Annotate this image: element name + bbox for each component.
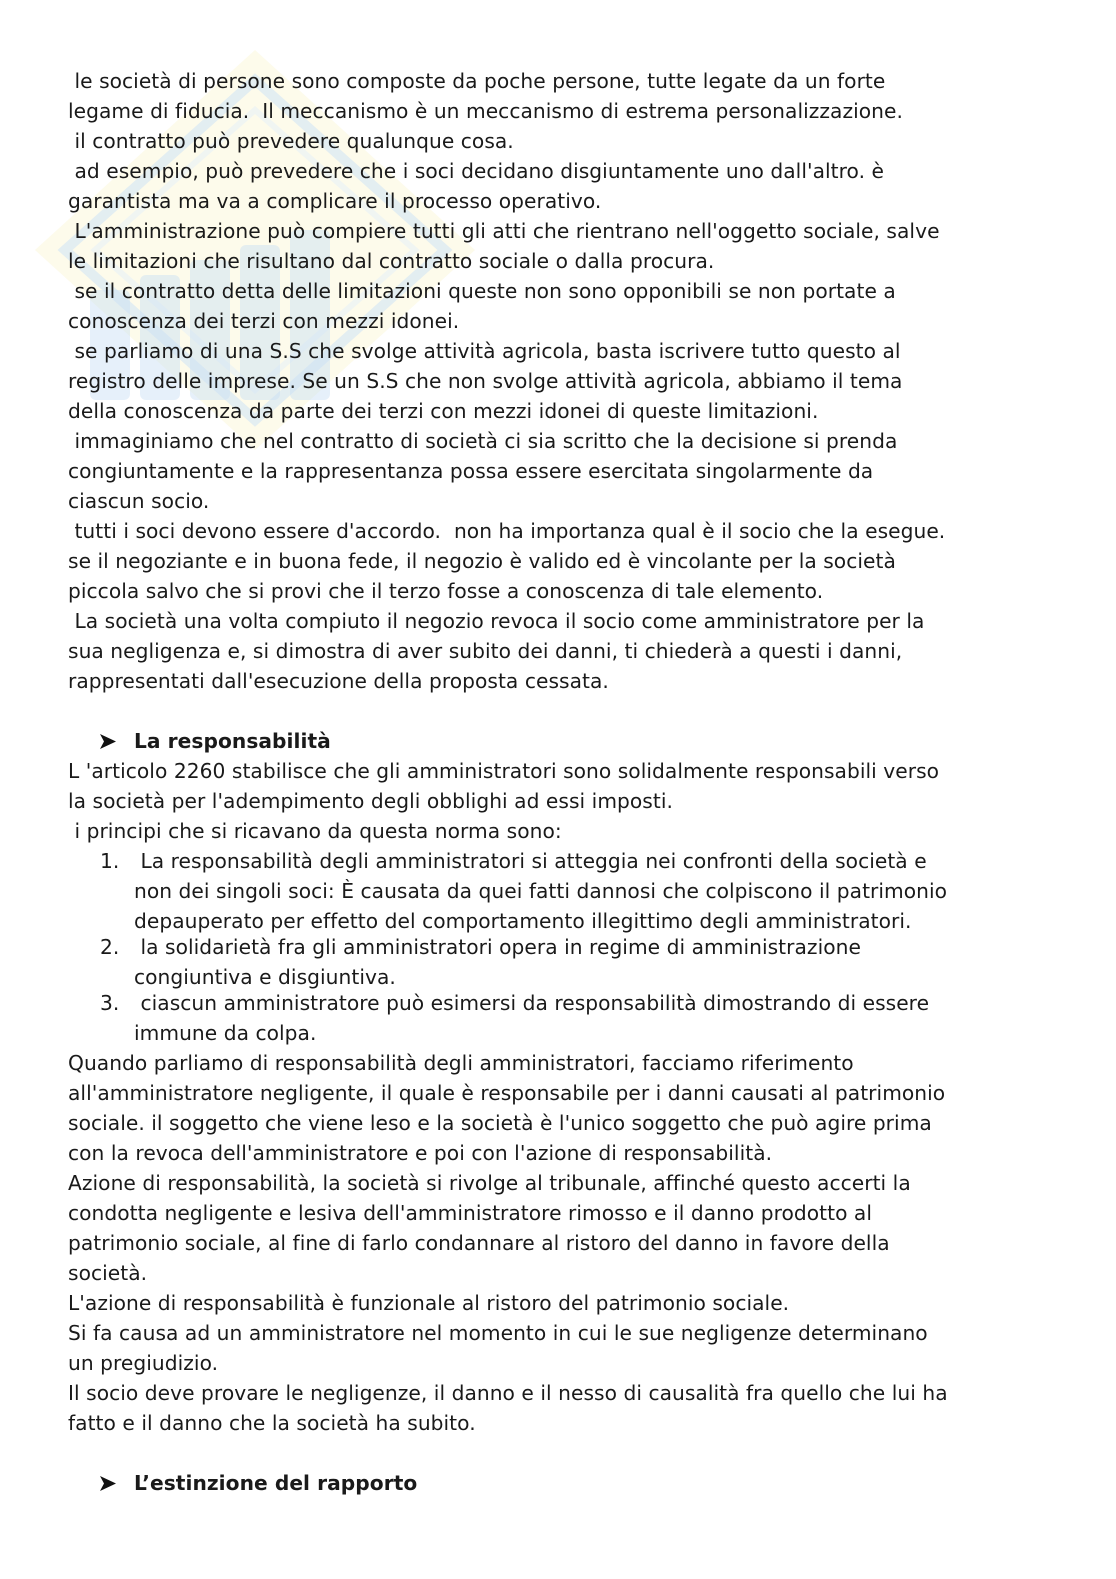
paragraph: Il socio deve provare le negligenze, il danno e il nesso di causalità fra quello che lui ha fatto e il danno che la società ha subito. (68, 1381, 948, 1435)
list-item-text: ciascun amministratore può esimersi da responsabilità dimostrando di essere immune da colpa. (134, 991, 930, 1045)
paragraph: immaginiamo che nel contratto di società ci sia scritto che la decisione si prenda congiuntamente e la rappresentanza possa essere esercitata singolarmente da ciascun socio. (68, 429, 898, 513)
paragraph: Quando parliamo di responsabilità degli amministratori, facciamo riferimento all'amministratore negligente, il quale è responsabile per i danni causati al patrimonio sociale. il soggetto che viene leso e la società è l'unico soggetto che può agire prima con la revoca dell'amministratore e poi con l'azione di responsabilità. (68, 1051, 946, 1165)
section-heading-responsabilita (68, 726, 1048, 756)
section-heading-label: L’estinzione del rapporto (134, 1471, 418, 1495)
list-item-number: 2. (100, 935, 120, 959)
arrow-bullet-icon (100, 734, 116, 749)
paragraph: Azione di responsabilità, la società si rivolge al tribunale, affinché questo accerti la condotta negligente e lesiva dell'amministratore rimosso e il danno prodotto al patrimonio sociale, al fine di farlo condannare al ristoro del danno in favore della società. (68, 1171, 911, 1285)
list-item-number: 3. (100, 991, 120, 1015)
list-item (68, 932, 1048, 992)
paragraph: Si fa causa ad un amministratore nel momento in cui le sue negligenze determinano un pregiudizio. (68, 1321, 928, 1375)
list-item (68, 846, 1048, 936)
section-heading-estinzione (68, 1468, 1048, 1498)
paragraph: L'amministrazione può compiere tutti gli atti che rientrano nell'oggetto sociale, salve le limitazioni che risultano dal contratto sociale o dalla procura. (68, 219, 940, 273)
paragraph: L'azione di responsabilità è funzionale al ristoro del patrimonio sociale. (68, 1291, 790, 1315)
paragraph: ad esempio, può prevedere che i soci decidano disgiuntamente uno dall'altro. è garantista ma va a complicare il processo operativo. (68, 159, 884, 213)
paragraph: L 'articolo 2260 stabilisce che gli amministratori sono solidalmente responsabili verso la società per l'adempimento degli obblighi ad essi imposti. (68, 759, 940, 813)
paragraph: i principi che si ricavano da questa norma sono: (68, 819, 562, 843)
section-heading-label: La responsabilità (134, 729, 331, 753)
paragraph: se il contratto detta delle limitazioni queste non sono opponibili se non portate a conoscenza dei terzi con mezzi idonei. (68, 279, 896, 333)
paragraph: se parliamo di una S.S che svolge attività agricola, basta iscrivere tutto questo al registro delle imprese. Se un S.S che non svolge attività agricola, abbiamo il tema della conoscenza da parte dei terzi con mezzi idonei di queste limitazioni. (68, 339, 903, 423)
spacer (68, 1438, 1048, 1468)
spacer (68, 696, 1048, 726)
list-item-text: la solidarietà fra gli amministratori opera in regime di amministrazione congiuntiva e disgiuntiva. (134, 935, 861, 989)
paragraph: tutti i soci devono essere d'accordo. non ha importanza qual è il socio che la esegue. se il negoziante e in buona fede, il negozio è valido ed è vincolante per la società piccola salvo che si provi che il terzo fosse a conoscenza di tale elemento. (68, 519, 946, 603)
paragraph: il contratto può prevedere qualunque cosa. (68, 129, 514, 153)
arrow-bullet-icon (100, 1476, 116, 1491)
numbered-list (68, 846, 1048, 1048)
paragraph: le società di persone sono composte da poche persone, tutte legate da un forte legame di fiducia. Il meccanismo è un meccanismo di estrema personalizzazione. (68, 69, 903, 123)
list-item (68, 988, 1048, 1048)
paragraph: La società una volta compiuto il negozio revoca il socio come amministratore per la sua negligenza e, si dimostra di aver subito dei danni, ti chiederà a questi i danni, rappresentati dall'esecuzione della proposta cessata. (68, 609, 925, 693)
list-item-text: La responsabilità degli amministratori si atteggia nei confronti della società e non dei singoli soci: È causata da quei fatti dannosi che colpiscono il patrimonio depauperato per effetto del comportamento illegittimo degli amministratori. (134, 849, 948, 933)
list-item-number: 1. (100, 849, 120, 873)
document-body (68, 66, 1048, 1498)
